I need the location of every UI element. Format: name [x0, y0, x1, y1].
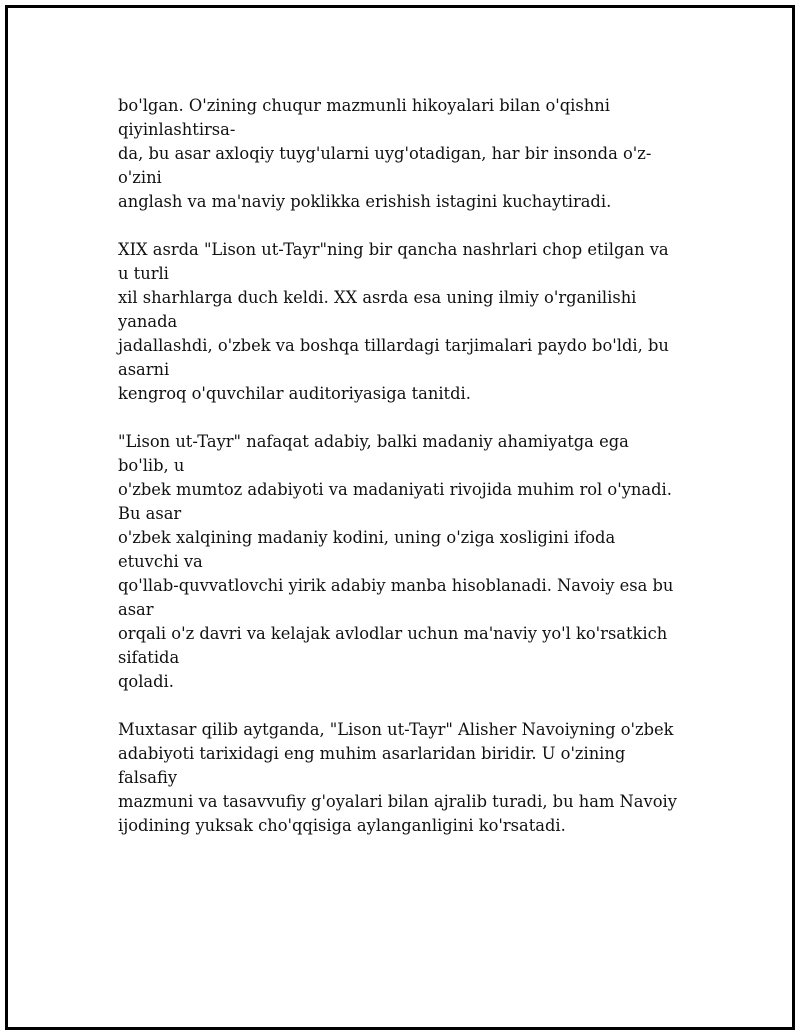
- paragraph-1: bo'lgan. O'zining chuqur mazmunli hikoyalari bilan o'qishni qiyinlashtirsa- da, bu asar axloqiy tuyg'ularni uyg'otadigan, har bir insonda o'z-o'zini anglash va ma'naviy poklikka erishish istagini kuchaytiradi.: [118, 96, 652, 211]
- document-body: [118, 94, 678, 862]
- paragraph-4: Muxtasar qilib aytganda, "Lison ut-Tayr" Alisher Navoiyning o'zbek adabiyoti tarixidagi eng muhim asarlaridan biridir. U o'zining falsafiy mazmuni va tasavvufiy g'oyalari bilan ajralib turadi, bu ham Navoiy ijodining yuksak cho'qqisiga aylanganligini ko'rsatadi.: [118, 720, 677, 835]
- paragraph-2: XIX asrda "Lison ut-Tayr"ning bir qancha nashrlari chop etilgan va u turli xil sharhlarga duch keldi. XX asrda esa uning ilmiy o'rganilishi yanada jadallashdi, o'zbek va boshqa tillardagi tarjimalari paydo bo'ldi, bu asarni kengroq o'quvchilar auditoriyasiga tanitdi.: [118, 240, 669, 403]
- paragraph-3: "Lison ut-Tayr" nafaqat adabiy, balki madaniy ahamiyatga ega bo'lib, u o'zbek mumtoz adabiyoti va madaniyati rivojida muhim rol o'ynadi. Bu asar o'zbek xalqining madaniy kodini, uning o'ziga xosligini ifoda etuvchi va qo'llab-quvvatlovchi yirik adabiy manba hisoblanadi. Navoiy esa bu asar orqali o'z davri va kelajak avlodlar uchun ma'naviy yo'l ko'rsatkich sifatida qoladi.: [118, 432, 674, 691]
